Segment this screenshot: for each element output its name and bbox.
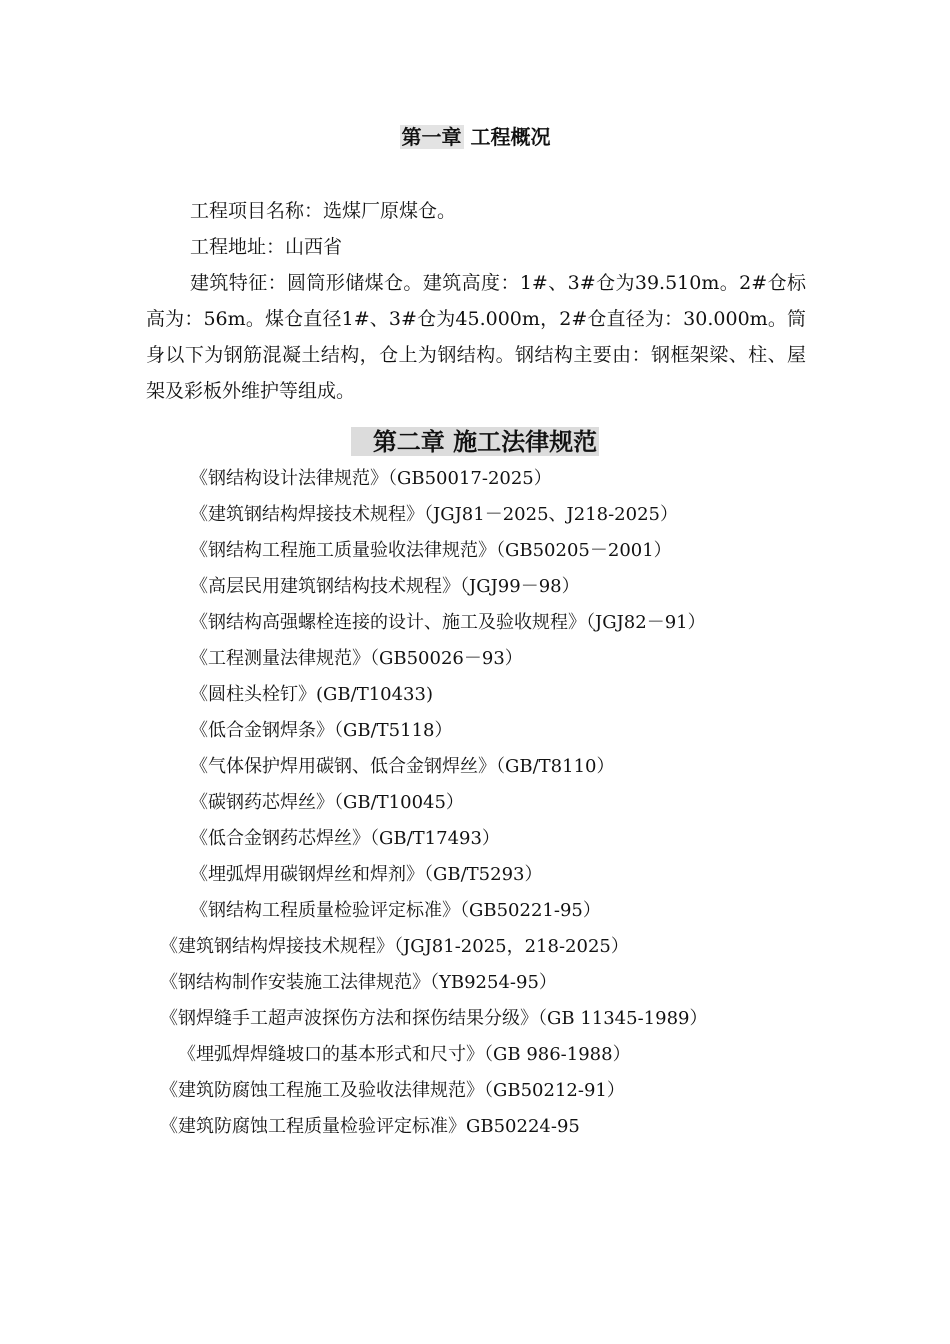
- chapter-2-heading: [0, 424, 950, 460]
- list-item: 《钢结构设计法律规范》（GB50017-2025）: [190, 468, 552, 489]
- chapter-1-number: 第一章: [401, 125, 462, 149]
- list-item: 《建筑防腐蚀工程施工及验收法律规范》（GB50212-91）: [160, 1080, 625, 1101]
- list-item: 《埋弧焊焊缝坡口的基本形式和尺寸》（GB 986-1988）: [178, 1044, 631, 1065]
- list-item: 《碳钢药芯焊丝》（GB/T10045）: [190, 792, 464, 813]
- list-item: 《钢结构高强螺栓连接的设计、施工及验收规程》（JGJ82－91）: [190, 612, 706, 633]
- list-item: 《建筑钢结构焊接技术规程》（JGJ81－2025、J218-2025）: [190, 504, 678, 525]
- list-item: 《钢结构制作安装施工法律规范》（YB9254-95）: [160, 972, 557, 993]
- list-item: 《工程测量法律规范》（GB50026－93）: [190, 648, 523, 669]
- list-item: 《埋弧焊用碳钢焊丝和焊剂》（GB/T5293）: [190, 864, 543, 885]
- list-item: 《低合金钢焊条》（GB/T5118）: [190, 720, 453, 741]
- chapter-2-number: 第二章: [372, 427, 445, 456]
- project-address-line: 工程地址：山西省: [190, 236, 343, 258]
- project-name-line: 工程项目名称：选煤厂原煤仓。: [190, 200, 457, 222]
- list-item: 《高层民用建筑钢结构技术规程》（JGJ99－98）: [190, 576, 580, 597]
- list-item: 《钢结构工程施工质量验收法律规范》（GB50205－2001）: [190, 540, 672, 561]
- standards-list: [146, 461, 806, 1145]
- list-item: 《建筑防腐蚀工程质量检验评定标准》GB50224-95: [160, 1116, 580, 1137]
- chapter-1-body: [146, 193, 806, 409]
- list-item: 《钢结构工程质量检验评定标准》（GB50221-95）: [190, 900, 601, 921]
- chapter-1-heading: [0, 122, 950, 152]
- building-features-paragraph: 建筑特征：圆筒形储煤仓。建筑高度：1#、3#仓为39.510m。2#仓标高为：56m。煤仓直径1#、3#仓为45.000m，2#仓直径为：30.000m。筒身以下为钢筋混凝土结构，仓上为钢结构。钢结构主要由：钢框架梁、柱、屋架及彩板外维护等组成。: [146, 272, 806, 402]
- list-item: 《低合金钢药芯焊丝》（GB/T17493）: [190, 828, 500, 849]
- list-item: 《建筑钢结构焊接技术规程》（JGJ81-2025，218-2025）: [160, 936, 629, 957]
- chapter-2-title: 施工法律规范: [444, 427, 598, 456]
- chapter-2-title-block: [351, 427, 599, 456]
- list-item: 《圆柱头栓钉》(GB/T10433): [190, 684, 433, 705]
- list-item: 《钢焊缝手工超声波探伤方法和探伤结果分级》（GB 11345-1989）: [160, 1008, 708, 1029]
- chapter-1-title: 工程概况: [463, 125, 551, 149]
- list-item: 《气体保护焊用碳钢、低合金钢焊丝》（GB/T8110）: [190, 756, 615, 777]
